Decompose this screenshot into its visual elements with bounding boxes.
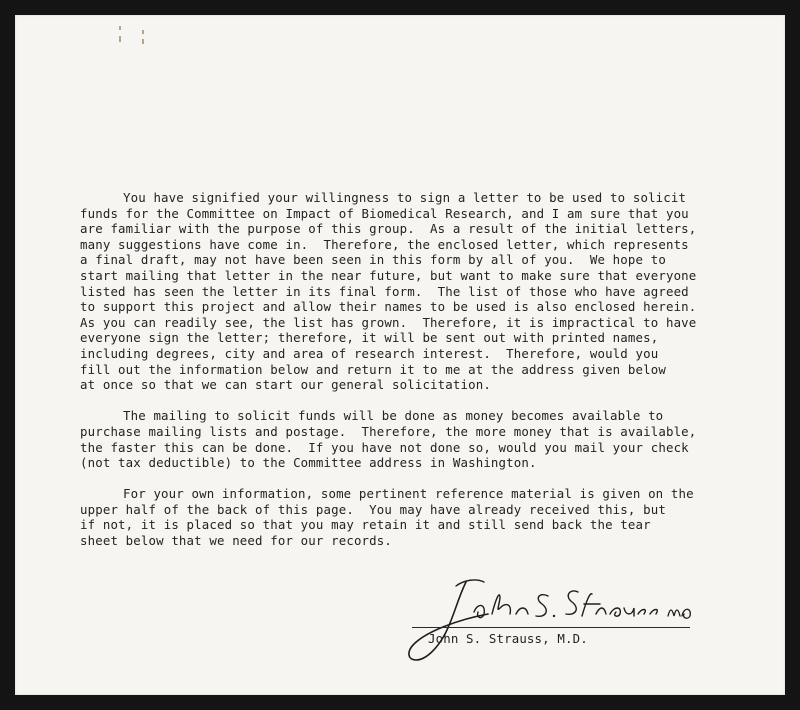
- text-line: For your own information, some pertinent reference material is given on the: [123, 486, 694, 502]
- paragraph-1: [80, 190, 720, 393]
- text-line: sheet below that we need for our records.: [80, 533, 393, 549]
- text-line: As you can readily see, the list has grown. Therefore, it is impractical to have: [80, 314, 697, 330]
- text-line: purchase mailing lists and postage. Therefore, the more money that is available,: [80, 423, 697, 439]
- text-line: You have signified your willingness to sign a letter to be used to solicit: [123, 190, 687, 205]
- punch-mark-left: [119, 26, 121, 30]
- text-line: many suggestions have come in. Therefore, the enclosed letter, which represents: [80, 236, 689, 252]
- punch-mark-right: [142, 30, 144, 34]
- signer-name: John S. Strauss, M.D.: [428, 631, 588, 646]
- punch-mark-left-lower: [119, 36, 121, 42]
- paragraph-2: [80, 408, 720, 470]
- text-line: including degrees, city and area of research interest. Therefore, would you: [80, 345, 659, 361]
- text-line: fill out the information below and return it to me at the address given below: [80, 361, 666, 377]
- signature-line: [412, 627, 690, 628]
- paragraph-3: [80, 486, 720, 548]
- text-line: The mailing to solicit funds will be done as money becomes available to: [123, 408, 664, 424]
- letter-body: [80, 190, 720, 564]
- text-line: (not tax deductible) to the Committee address in Washington.: [80, 455, 537, 471]
- punch-mark-right-lower: [142, 39, 144, 44]
- text-line: a final draft, may not have been seen in this form by all of you. We hope to: [80, 252, 666, 268]
- text-line: are familiar with the purpose of this group. As a result of the initial letters,: [80, 221, 697, 237]
- text-line: if not, it is placed so that you may retain it and still send back the tear: [80, 517, 651, 533]
- text-line: start mailing that letter in the near future, but want to make sure that everyone: [80, 267, 697, 283]
- text-line: upper half of the back of this page. You may have already received this, but: [80, 501, 666, 517]
- text-line: at once so that we can start our general solicitation.: [80, 377, 491, 393]
- text-line: to support this project and allow their names to be used is also enclosed herein.: [80, 299, 697, 315]
- text-line: funds for the Committee on Impact of Biomedical Research, and I am sure that you: [80, 205, 689, 221]
- handwritten-signature: [396, 568, 696, 668]
- text-line: everyone sign the letter; therefore, it will be sent out with printed names,: [80, 330, 659, 346]
- text-line: the faster this can be done. If you have not done so, would you mail your check: [80, 439, 689, 455]
- text-line: listed has seen the letter in its final form. The list of those who have agreed: [80, 283, 689, 299]
